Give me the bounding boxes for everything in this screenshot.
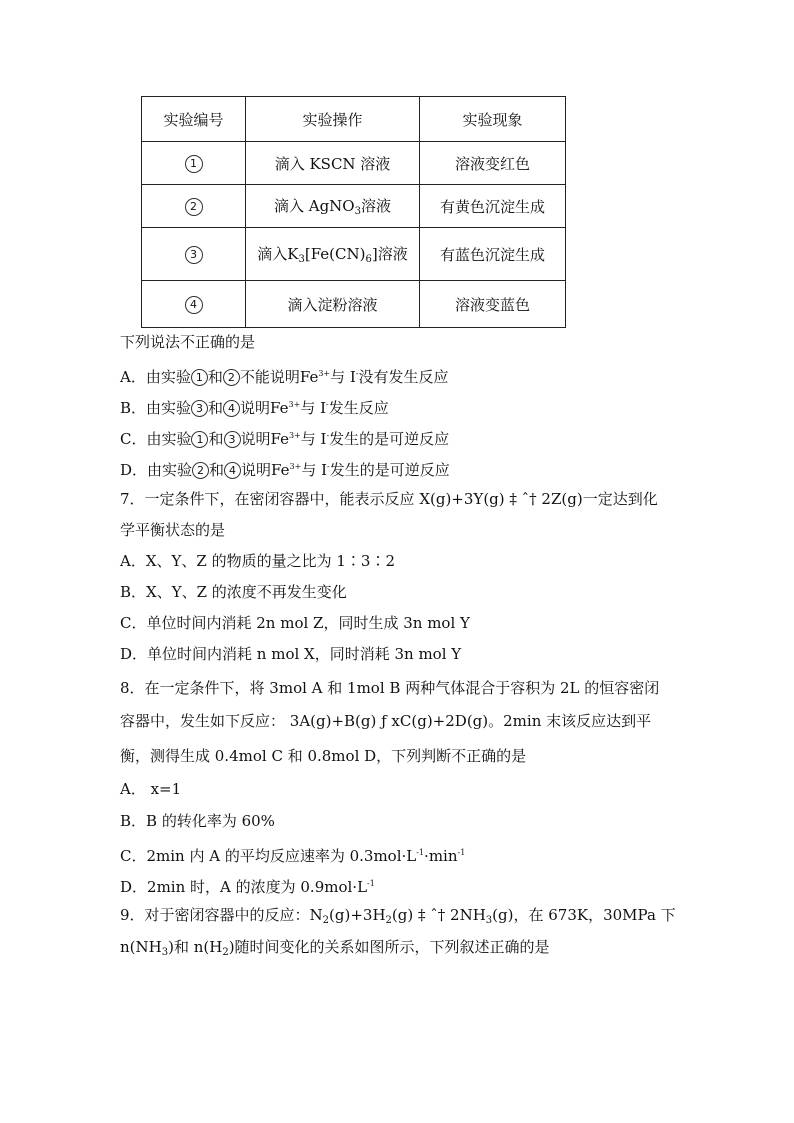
row-number-cell [142,142,246,185]
circled-number: 2 [185,198,203,216]
circled-number: 4 [223,400,240,417]
q7-option-d: D．单位时间内消耗 n mol X，同时消耗 3n mol Y [120,645,462,663]
option-text: B．由实验 [120,399,192,417]
header-exp-phenomenon: 实验现象 [420,97,566,142]
option-text: 和 [208,430,224,448]
operation-text: 滴入 KSCN 溶液 [274,154,391,173]
option-text: 与 I [300,399,327,417]
option-text: C．由实验 [120,430,192,448]
circled-number: 1 [191,369,208,386]
circled-number: 3 [224,431,241,448]
row-number-cell [142,185,246,228]
subscript: 3 [298,254,305,265]
option-text: 与 I [301,461,328,479]
superscript: - [327,462,330,471]
question-text: )随时间变化的关系如图所示，下列叙述正确的是 [228,938,550,956]
subscript: 2 [385,915,392,926]
circled-number: 4 [224,462,241,479]
q6-option-b [120,395,389,418]
option-text: 说明Fe [241,461,290,479]
q7-line-1: 7．一定条件下，在密闭容器中，能表示反应 X(g)+3Y(g) ‡ ˆ† 2Z(g)一定达到化 [120,490,658,508]
superscript: -1 [367,879,375,888]
superscript: 3+ [288,400,301,409]
header-exp-number: 实验编号 [142,97,246,142]
question-text: n(NH [120,938,162,956]
question-text: 9．对于密闭容器中的反应：N [120,906,323,924]
subscript: 6 [365,254,372,265]
q6-option-d [120,457,450,480]
question-text: (g)+3H [329,906,386,924]
row-result-cell: 溶液变红色 [420,142,566,185]
subscript: 3 [354,206,361,217]
row-number-cell [142,281,246,328]
circled-number: 1 [185,155,203,173]
row-operation-cell [246,185,420,228]
row-operation-cell [246,281,420,328]
circled-number: 3 [185,246,203,264]
circled-number: 1 [191,431,208,448]
option-text: D．由实验 [120,461,193,479]
q7-option-c: C．单位时间内消耗 2n mol Z，同时生成 3n mol Y [120,614,470,632]
option-text: 发生的是可逆反应 [329,461,450,479]
operation-text: 滴入 AgNO [273,197,355,215]
q7-option-a: A．X、Y、Z 的物质的量之比为 1∶3∶2 [120,552,396,570]
option-text: 说明Fe [240,399,289,417]
table-row [142,142,566,185]
superscript: 3+ [318,369,331,378]
q8-option-c [120,843,465,866]
option-text: 说明Fe [240,430,289,448]
q6-stem: 下列说法不正确的是 [120,333,256,351]
q8-option-b: B．B 的转化率为 60% [120,812,275,830]
table-header-row [142,97,566,142]
operation-text: ]溶液 [371,245,408,263]
q8-line-1: 8．在一定条件下，将 3mol A 和 1mol B 两种气体混合于容积为 2L 的恒容密闭 [120,679,660,697]
row-result-cell: 有黄色沉淀生成 [420,185,566,228]
operation-text: 滴入K [257,245,299,263]
option-text: 和 [209,461,225,479]
option-text: C．2min 内 A 的平均反应速率为 0.3mol·L [120,847,417,865]
q8-option-a: A． x=1 [120,780,182,798]
q6-option-c [120,426,449,449]
circled-number: 2 [223,369,240,386]
option-text: 发生的是可逆反应 [329,430,450,448]
superscript: 3+ [288,431,301,440]
header-exp-operation: 实验操作 [246,97,420,142]
option-text: 发生反应 [328,399,389,417]
superscript: -1 [457,848,466,857]
table-row [142,281,566,328]
q9-line-1 [120,905,676,931]
row-result-cell: 溶液变蓝色 [420,281,566,328]
operation-text: 溶液 [361,197,392,215]
superscript: - [355,369,359,378]
q8-option-d [120,874,375,897]
option-text: 与 I [330,368,356,386]
option-text: 和 [208,399,224,417]
q9-line-2 [120,937,550,963]
subscript: 3 [161,947,169,958]
question-text: )和 n(H [168,938,223,956]
option-text: 不能说明Fe [239,368,319,386]
table-row [142,185,566,228]
option-text: 与 I [300,430,327,448]
superscript: 3+ [289,462,302,471]
subscript: 2 [322,915,330,926]
question-text: (g)，在 673K，30MPa 下 [492,906,676,924]
operation-text: [Fe(CN) [304,245,366,263]
option-text: 和 [207,368,223,386]
superscript: - [326,400,329,409]
table-row [142,228,566,281]
q8-line-2: 容器中，发生如下反应： 3A(g)+B(g) ƒ xC(g)+2D(g)。2min 末该反应达到平 [120,712,652,730]
row-number-cell [142,228,246,281]
q7-line-2: 学平衡状态的是 [120,521,226,539]
superscript: - [326,431,330,440]
superscript: -1 [416,848,425,857]
q6-option-a [120,364,449,387]
subscript: 3 [485,915,493,926]
option-text: ·min [424,847,458,865]
circled-number: 2 [192,462,209,479]
q8-line-3: 衡，测得生成 0.4mol C 和 0.8mol D，下列判断不正确的是 [120,747,527,765]
circled-number: 3 [191,400,208,417]
option-text: 没有发生反应 [358,368,449,386]
circled-number: 4 [185,296,203,314]
option-text: A．由实验 [120,368,191,386]
option-text: D．2min 时，A 的浓度为 0.9mol·L [120,878,368,896]
experiment-table [141,96,566,328]
row-operation-cell [246,228,420,281]
subscript: 2 [222,947,229,958]
row-operation-cell [246,142,420,185]
q7-option-b: B．X、Y、Z 的浓度不再发生变化 [120,583,347,601]
question-text: (g) ‡ ˆ† 2NH [391,906,486,924]
row-result-cell: 有蓝色沉淀生成 [420,228,566,281]
operation-text: 滴入淀粉溶液 [287,295,378,314]
